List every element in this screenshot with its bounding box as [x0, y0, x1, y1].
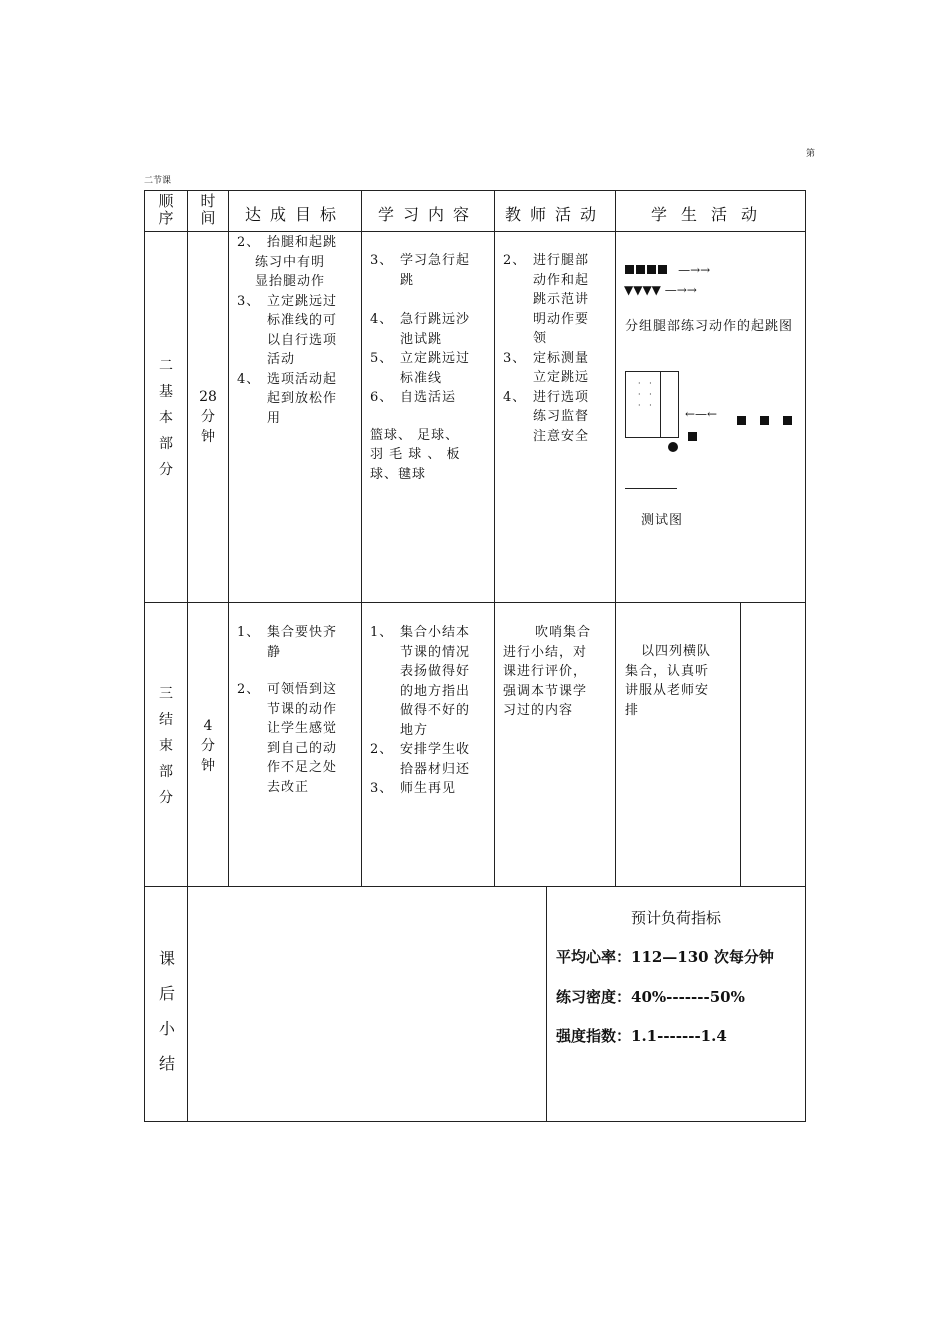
closing-content — [370, 623, 492, 799]
basic-teacher-item: 2、 进行腿部 动作和起 跳示范讲 明动作要 领 — [503, 253, 590, 346]
takeoff-point-icon — [668, 442, 678, 452]
basic-content-item: 4、 急行跳远沙 池试跳 — [370, 312, 471, 347]
squares-queue-diagram — [737, 410, 794, 429]
basic-time: 28 分 钟 — [199, 389, 217, 445]
lesson-subtitle: 二节课 — [144, 176, 172, 186]
load-title: 预计负荷指标 — [630, 909, 721, 927]
closing-teacher: 吹哨集合 进行小结，对 课进行评价， 强调本节课学 习过的内容 — [503, 625, 592, 718]
closing-time: 4 分 钟 — [201, 718, 215, 774]
arrow-right-icon: —→→ — [678, 263, 711, 277]
basic-teacher — [503, 251, 613, 446]
basic-content-item: 5、 立定跳远过 标准线 — [370, 351, 471, 386]
closing-student: 以四列横队 集合，认真听 讲服从老师安 排 — [625, 644, 712, 718]
closing-goals — [237, 623, 359, 797]
basic-content-item: 6、 自选活运 — [370, 390, 457, 405]
diagram-caption: 分组腿部练习动作的起跳图 — [625, 319, 794, 334]
squares-row-diagram — [625, 259, 710, 278]
practice-density: 练习密度：40%-------50% — [556, 988, 745, 1006]
square-marker-icon — [688, 426, 699, 445]
basic-content-item: 3、 学习急行起 跳 — [370, 253, 471, 288]
closing-section-label: 三 结 束 部 分 — [159, 686, 173, 806]
header-teacher: 教师活动 — [504, 205, 605, 224]
closing-content-item: 2、 安排学生收 拾器材归还 — [370, 742, 471, 777]
basic-teacher-item: 4、 进行选项 练习监督 注意安全 — [503, 389, 590, 444]
test-caption: 测试图 — [641, 513, 684, 528]
basic-section-label: 二 基 本 部 分 — [159, 358, 173, 478]
header-goals: 达成目标 — [244, 205, 345, 224]
measure-line — [625, 488, 677, 489]
basic-content-extra: 篮球、 足球、 羽 毛 球 、 板 球、毽球 — [370, 427, 461, 482]
basic-teacher-item: 3、 定标测量 立定跳远 — [503, 350, 590, 385]
arrow-left-icon: ←—← — [685, 407, 718, 421]
basic-goal-item: 2、 抬腿和起跳 — [237, 235, 338, 250]
sandpit-diagram: · · · · · · — [625, 371, 679, 438]
closing-goal-item: 1、 集合要快齐 静 — [237, 625, 338, 660]
closing-content-item: 3、 师生再见 — [370, 781, 457, 796]
triangle-down-icon: ▼▼▼▼ — [624, 283, 661, 297]
basic-goal-item: 3、 立定跳远过 标准线的可 以自行选项 活动 — [237, 293, 338, 367]
closing-goal-item: 2、 可领悟到这 节课的动作 让学生感觉 到自己的动 作不足之处 去改正 — [237, 682, 338, 795]
closing-content-item: 1、 集合小结本 节课的情况 表扬做得好 的地方指出 做得不好的 地方 — [370, 625, 471, 738]
basic-goal-item: 4、 选项活动起 起到放松作 用 — [237, 371, 338, 426]
basic-content — [370, 251, 492, 484]
triangles-row-diagram — [624, 283, 697, 297]
lesson-plan-table — [144, 190, 806, 1122]
header-student: 学生活动 — [650, 205, 771, 224]
header-order: 顺 序 — [158, 192, 174, 227]
header-time: 时 间 — [200, 192, 216, 227]
heart-rate: 平均心率：112—130 次每分钟 — [556, 948, 774, 966]
basic-goals: 2、 抬腿和起跳 练习中有明 显抬腿动作 3、 立定跳远过 标准线的可 以自行选项 活动 4、 选项活动起 起到放松作 用 — [237, 233, 359, 428]
summary-label: 课 后 小 结 — [158, 949, 175, 1073]
arrow-right-icon: —→→ — [664, 283, 697, 297]
header-content: 学习内容 — [377, 205, 478, 224]
page-corner-mark: 第 — [806, 149, 816, 159]
intensity-index: 强度指数：1.1-------1.4 — [556, 1027, 727, 1045]
